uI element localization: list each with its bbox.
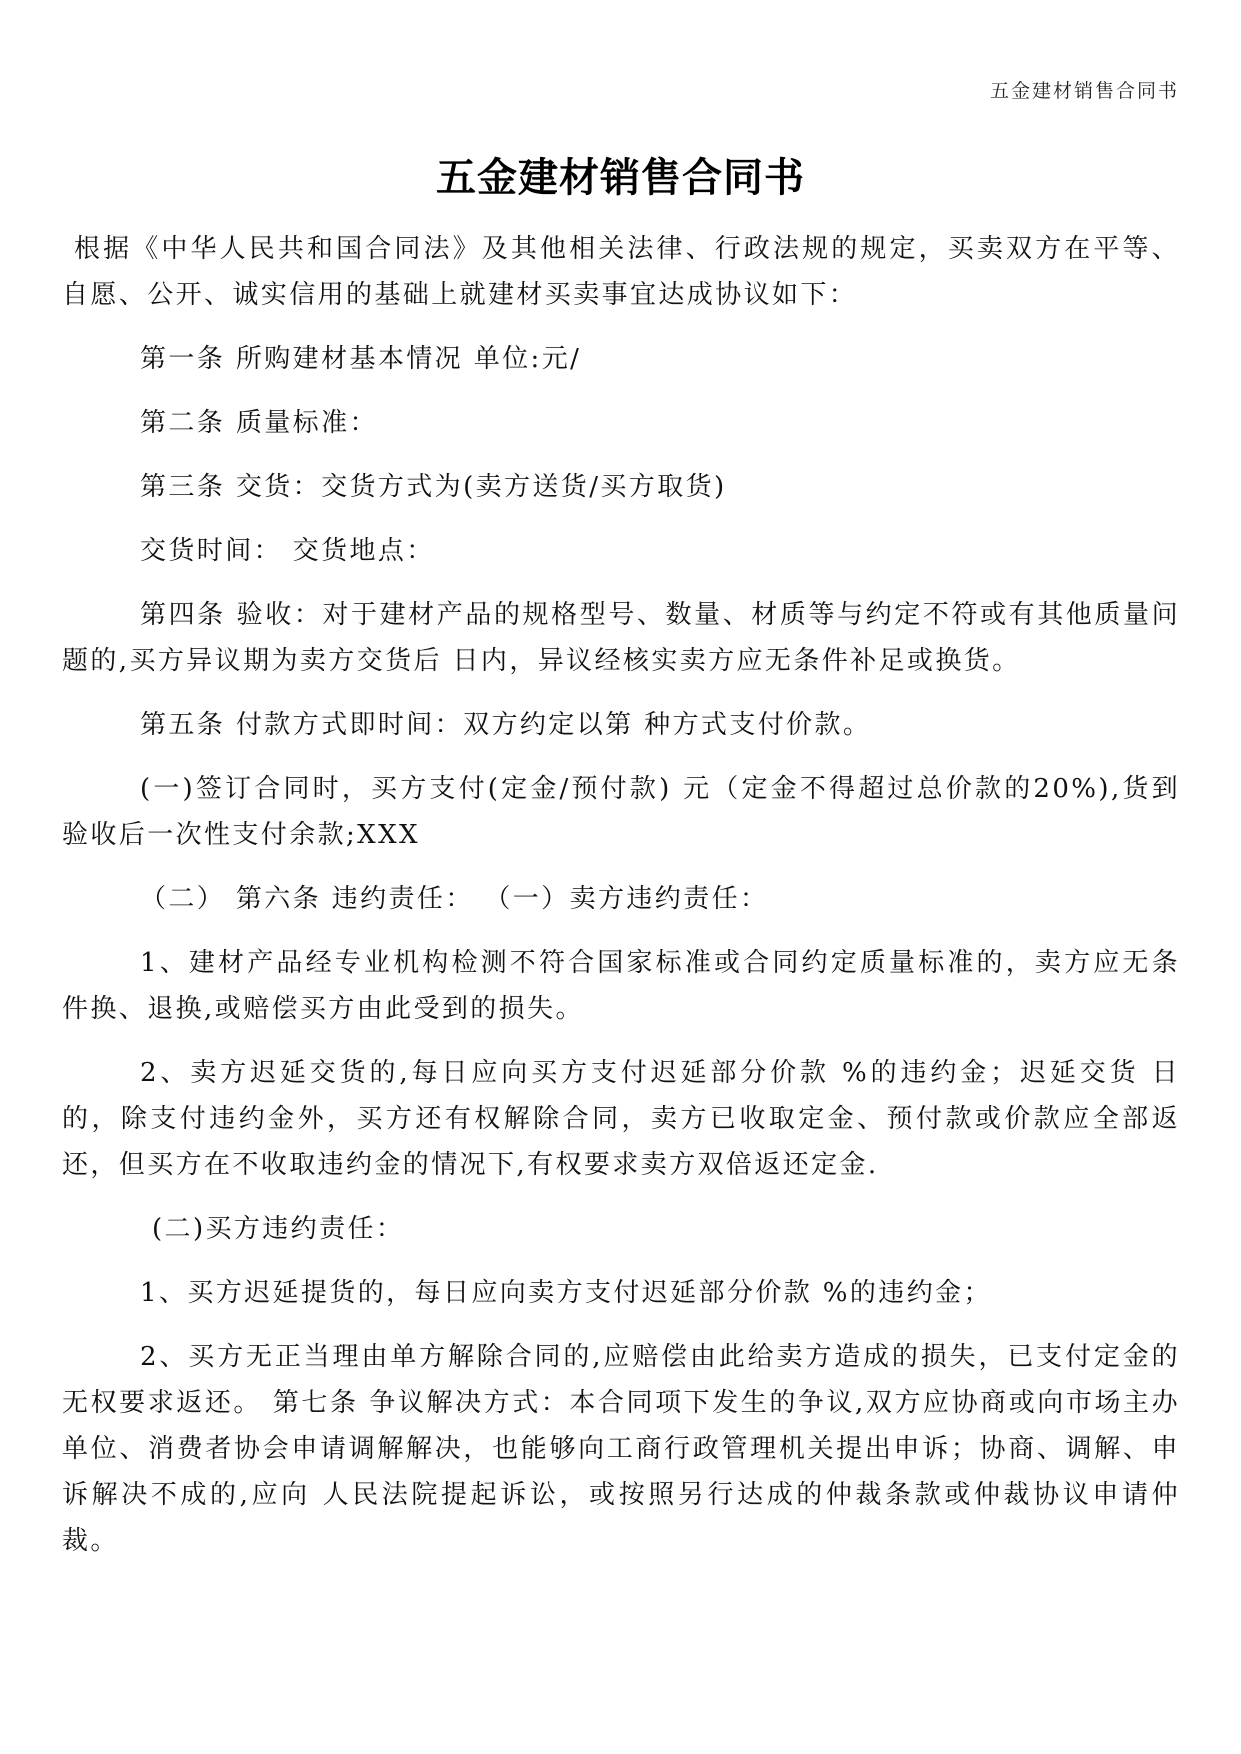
article-6-paragraph: （二） 第六条 违约责任： （一）卖方违约责任： <box>140 884 769 914</box>
delivery-time-paragraph: 交货时间： 交货地点： <box>140 536 435 566</box>
article-4-paragraph: 第四条 验收：对于建材产品的规格型号、数量、材质等与约定不符或有其他质量问题的,买方异议期为卖方交货后 日内，异议经核实卖方应无条件补足或换货。 <box>62 600 1180 676</box>
document-title: 五金建材销售合同书 <box>436 155 805 201</box>
payment-option-1-paragraph: (一)签订合同时，买方支付(定金/预付款) 元（定金不得超过总价款的20%),货到验收后一次性支付余款;XXX <box>62 774 1180 850</box>
article-5-paragraph: 第五条 付款方式即时间：双方约定以第 种方式支付价款。 <box>140 710 872 740</box>
preamble-paragraph: 根据《中华人民共和国合同法》及其他相关法律、行政法规的规定，买卖双方在平等、自愿、公开、诚实信用的基础上就建材买卖事宜达成协议如下： <box>62 234 1180 310</box>
article-3-paragraph: 第三条 交货：交货方式为(卖方送货/买方取货) <box>140 472 727 502</box>
article-1-paragraph: 第一条 所购建材基本情况 单位:元/ <box>140 344 582 374</box>
buyer-liability-heading: (二)买方违约责任： <box>152 1214 405 1244</box>
buyer-liability-2-paragraph: 2、买方无正当理由单方解除合同的,应赔偿由此给卖方造成的损失，已支付定金的无权要求返还。 第七条 争议解决方式：本合同项下发生的争议,双方应协商或向市场主办单位、消费者协会申请调解解决，也能够向工商行政管理机关提出申诉；协商、调解、申诉解决不成的,应向 人民法院提起诉讼，或按照另行达成的仲裁条款或仲裁协议申请仲裁。 <box>62 1342 1180 1556</box>
running-header: 五金建材销售合同书 <box>989 80 1179 102</box>
seller-liability-2-paragraph: 2、卖方迟延交货的,每日应向买方支付迟延部分价款 %的违约金；迟延交货 日的，除支付违约金外，买方还有权解除合同，卖方已收取定金、预付款或价款应全部返还，但买方在不收取违约金的情况下,有权要求卖方双倍返还定金. <box>62 1058 1180 1180</box>
seller-liability-1-paragraph: 1、建材产品经专业机构检测不符合国家标准或合同约定质量标准的，卖方应无条件换、退换,或赔偿买方由此受到的损失。 <box>62 948 1180 1024</box>
document-body <box>62 226 1180 1582</box>
article-2-paragraph: 第二条 质量标准： <box>140 408 378 438</box>
buyer-liability-1-paragraph: 1、买方迟延提货的，每日应向卖方支付迟延部分价款 %的违约金； <box>140 1278 992 1308</box>
